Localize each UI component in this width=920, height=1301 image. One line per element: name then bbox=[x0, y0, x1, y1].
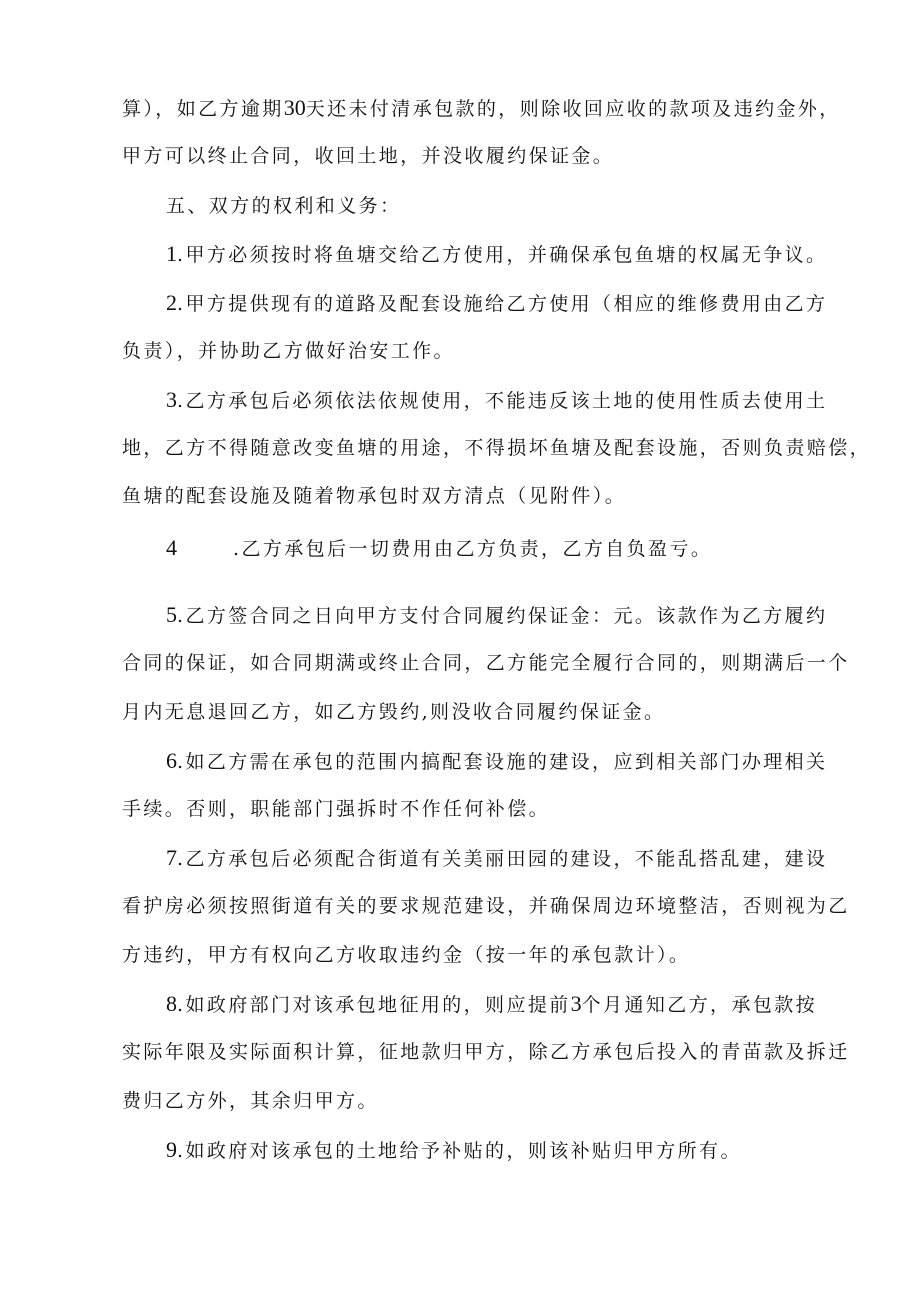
para-line: 看护房必须按照街道有关的要求规范建设，并确保周边环境整洁，否则视为乙 bbox=[122, 895, 850, 917]
clause-5: 5.乙方签合同之日向甲方支付合同履约保证金：元。该款作为乙方履约 bbox=[166, 602, 828, 627]
para-line: 算），如乙方逾期30天还未付清承包款的，则除收回应收的款项及违约金外， bbox=[122, 95, 841, 120]
para-line: 合同的保证，如合同期满或终止合同，乙方能完全履行合同的，则期满后一个 bbox=[122, 652, 850, 674]
para-line: 甲方可以终止合同，收回土地，并没收履约保证金。 bbox=[122, 145, 615, 167]
para-line: 费归乙方外，其余归甲方。 bbox=[122, 1090, 379, 1112]
clause-6: 6.如乙方需在承包的范围内搞配套设施的建设，应到相关部门办理相关 bbox=[166, 748, 828, 773]
para-line: 手续。否则，职能部门强拆时不作任何补偿。 bbox=[122, 798, 551, 820]
para-line: 实际年限及实际面积计算，征地款归甲方，除乙方承包后投入的青苗款及拆迁 bbox=[122, 1041, 850, 1063]
para-line: 鱼塘的配套设施及随着物承包时双方清点（见附件）。 bbox=[122, 485, 627, 507]
para-line: 地，乙方不得随意改变鱼塘的用途，不得损坏鱼塘及配套设施，否则负责赔偿， bbox=[122, 437, 872, 459]
clause-2: 2.甲方提供现有的道路及配套设施给乙方使用（相应的维修费用由乙方 bbox=[166, 290, 828, 315]
section-heading: 五、双方的权利和义务： bbox=[166, 195, 402, 217]
clause-9: 9.如政府对该承包的土地给予补贴的，则该补贴归甲方所有。 bbox=[166, 1137, 742, 1162]
clause-8: 8.如政府部门对该承包地征用的，则应提前3个月通知乙方，承包款按 bbox=[166, 991, 818, 1016]
clause-7: 7.乙方承包后必须配合街道有关美丽田园的建设，不能乱搭乱建，建设 bbox=[166, 845, 828, 870]
clause-3: 3.乙方承包后必须依法依规使用，不能违反该土地的使用性质去使用土 bbox=[166, 387, 828, 412]
para-line: 负责），并协助乙方做好治安工作。 bbox=[122, 340, 455, 362]
clause-1: 1.甲方必须按时将鱼塘交给乙方使用，并确保承包鱼塘的权属无争议。 bbox=[166, 241, 828, 266]
para-line: 方违约，甲方有权向乙方收取违约金（按一年的承包款计）。 bbox=[122, 944, 691, 966]
para-line: 月内无息退回乙方，如乙方毁约,则没收合同履约保证金。 bbox=[122, 701, 666, 723]
clause-4: 4 .乙方承包后一切费用由乙方负责，乙方自负盈亏。 bbox=[166, 535, 713, 560]
